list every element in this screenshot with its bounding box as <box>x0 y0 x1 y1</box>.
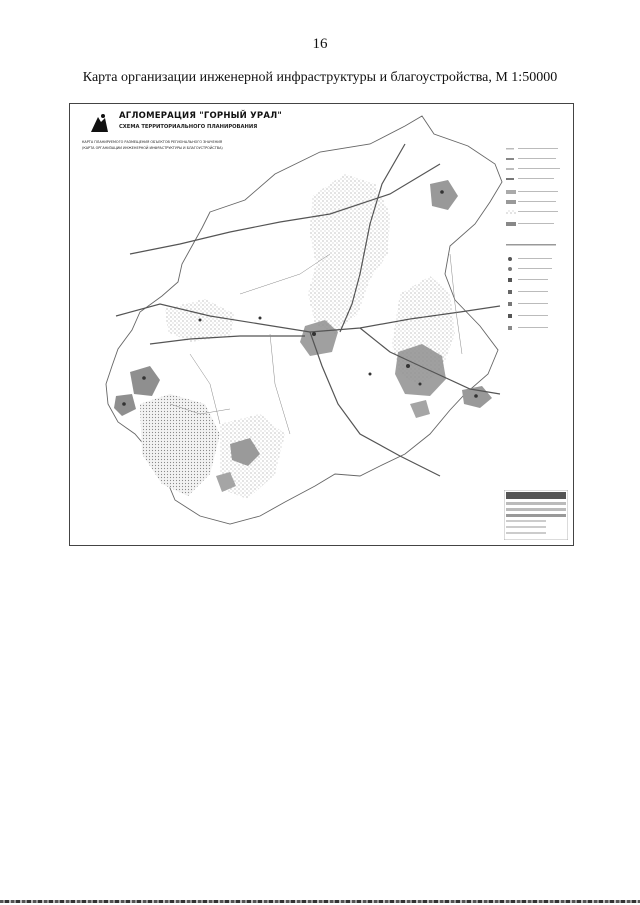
map-legend <box>506 144 568 394</box>
map-image <box>69 103 574 546</box>
page-caption: Карта организации инженерной инфраструктуры и благоустройства, М 1:50000 <box>82 70 558 85</box>
map-description-line1: КАРТА ПЛАНИРУЕМОГО РАЗМЕЩЕНИЯ ОБЪЕКТОВ РЕГИОНАЛЬНОГО ЗНАЧЕНИЯ <box>82 140 223 144</box>
map-description-line2: (КАРТА ОРГАНИЗАЦИИ ИНЖЕНЕРНОЙ ИНФРАСТРУКТУРЫ И БЛАГОУСТРОЙСТВА) <box>82 146 223 150</box>
page-number: 16 <box>312 36 328 52</box>
map-title: АГЛОМЕРАЦИЯ "ГОРНЫЙ УРАЛ" <box>119 111 283 121</box>
map-title-block <box>504 490 568 540</box>
map-drawing <box>70 104 573 545</box>
scan-edge-line <box>0 900 640 903</box>
agglomeration-logo <box>88 113 110 133</box>
map-subtitle: СХЕМА ТЕРРИТОРИАЛЬНОГО ПЛАНИРОВАНИЯ <box>119 124 258 130</box>
